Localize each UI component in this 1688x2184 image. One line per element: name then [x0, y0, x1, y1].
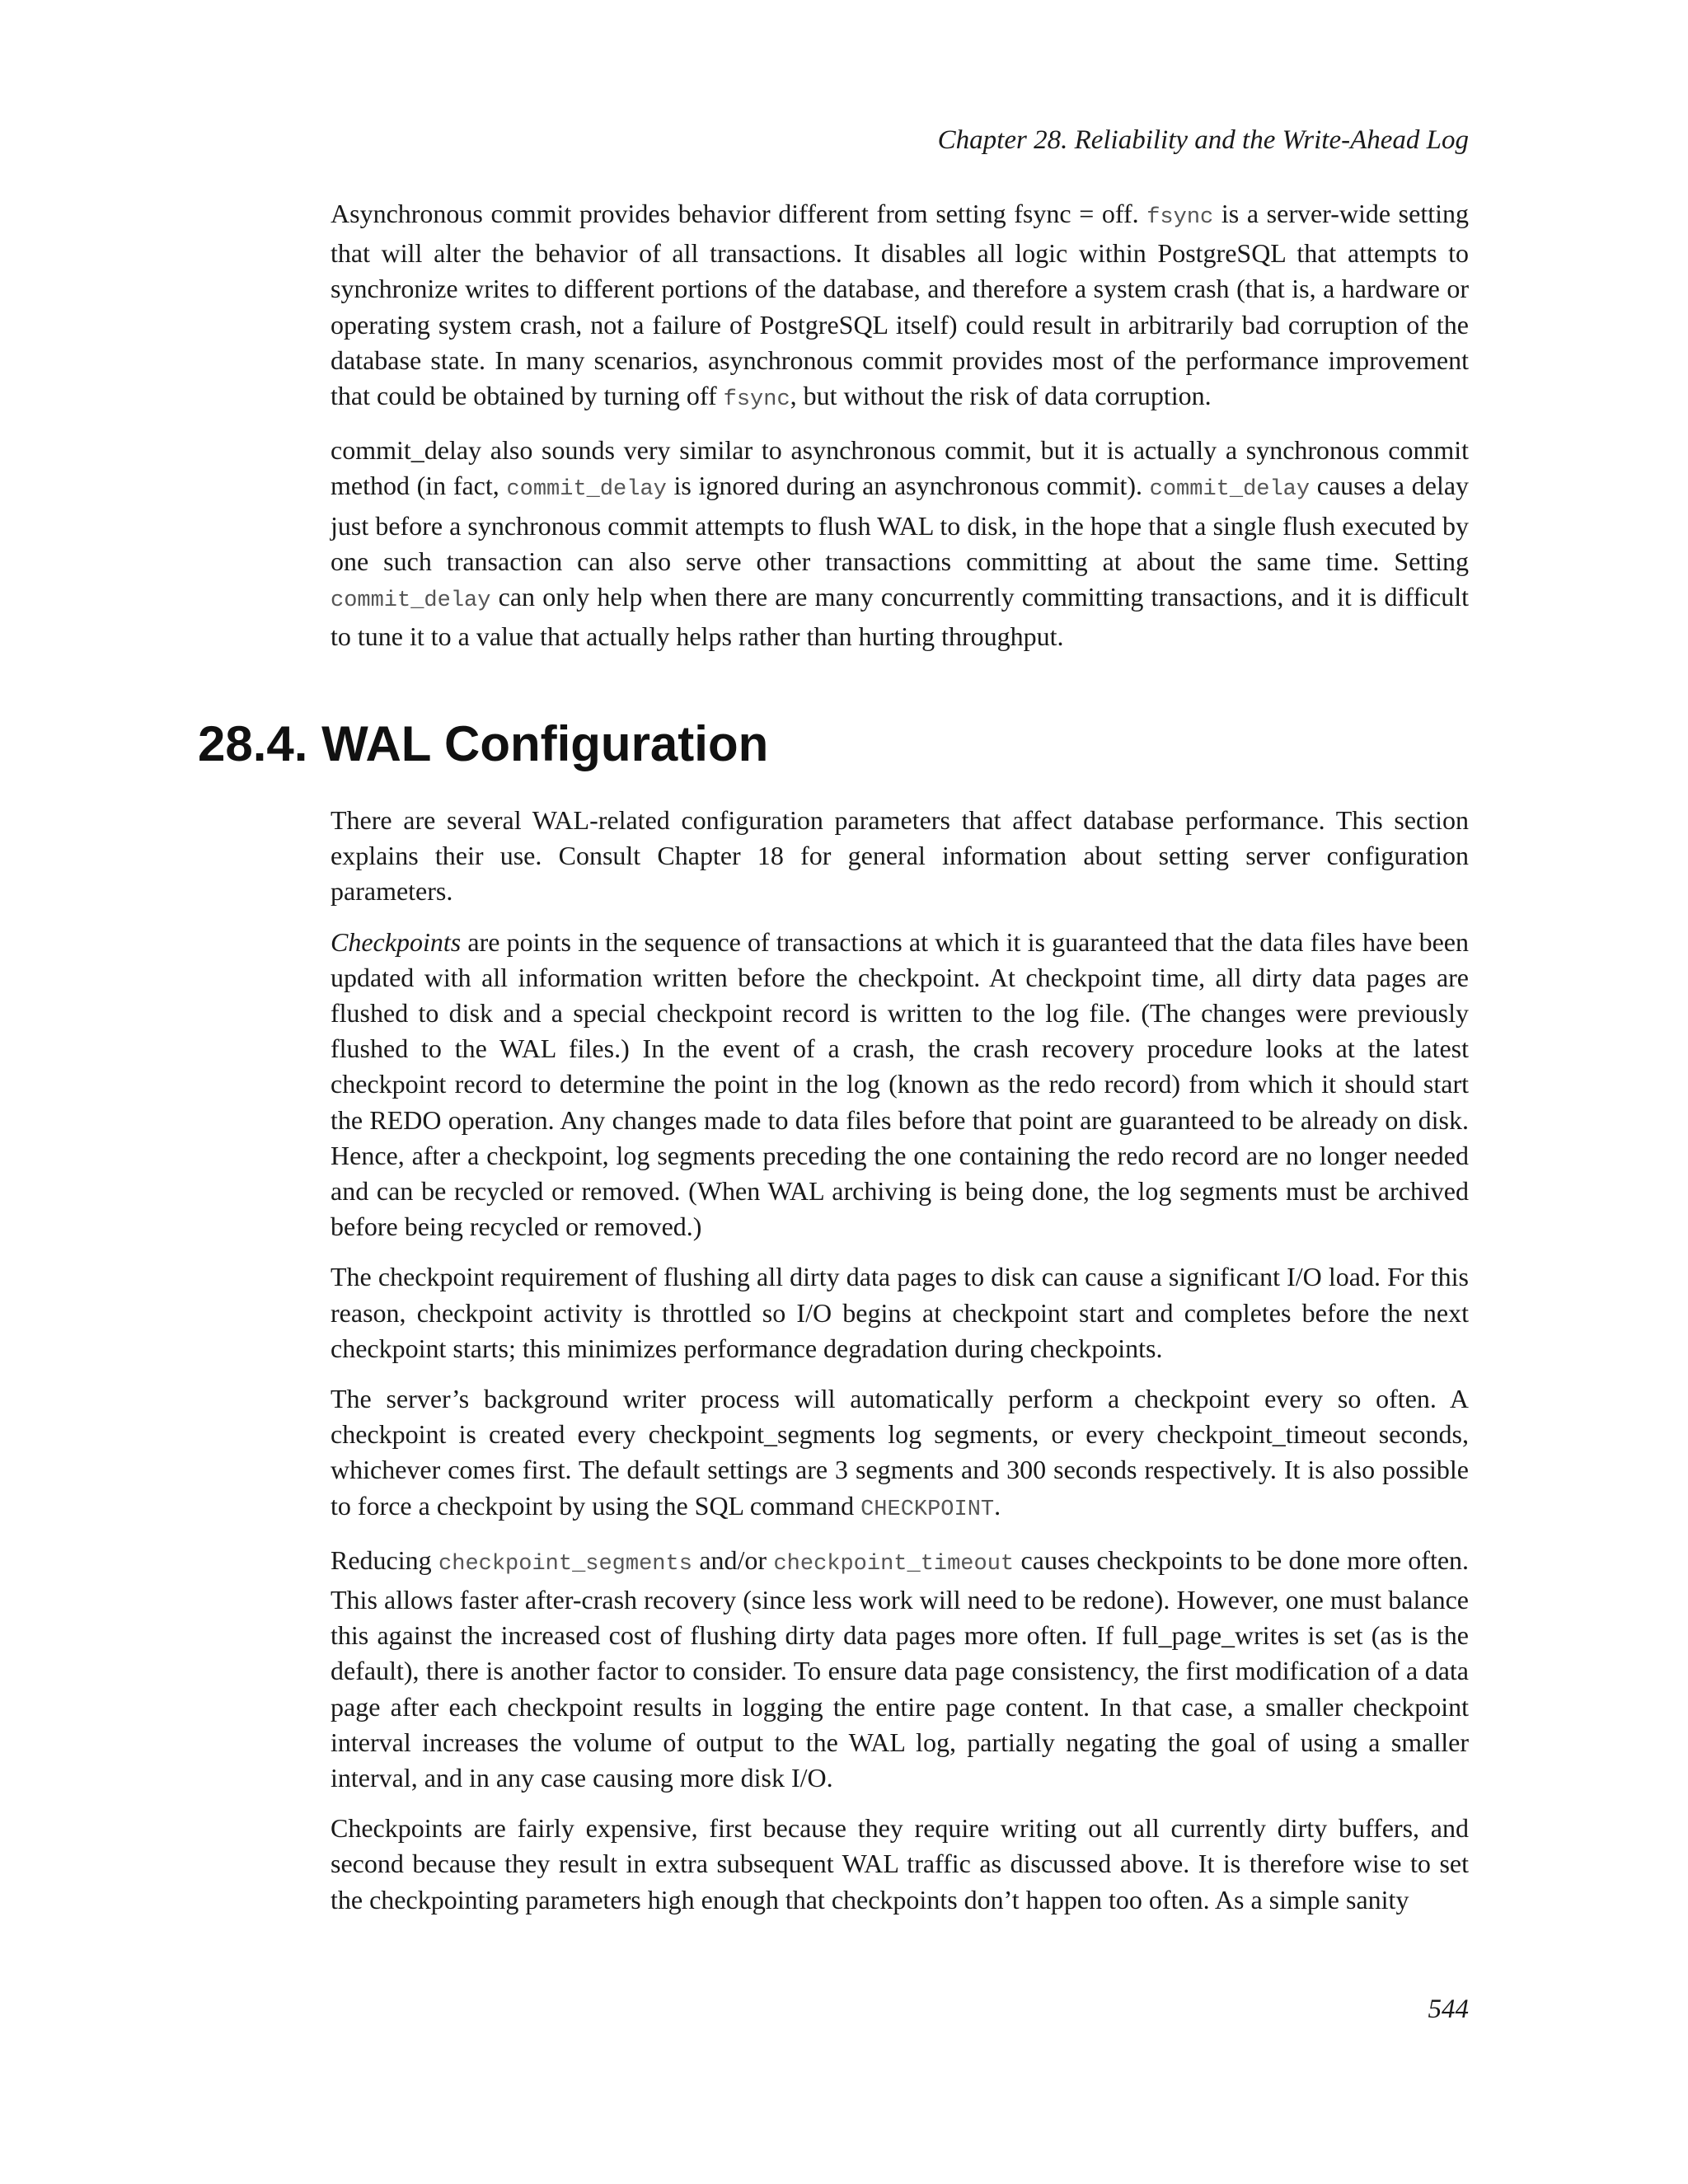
code-fsync: fsync — [1146, 205, 1214, 230]
text-run: can only help when there are many concurrently committing transactions, and it is difficult to tune it to a value that actually helps rather than hurting throughput. — [331, 582, 1470, 652]
text-run: Asynchronous commit provides behavior different from setting fsync = off. — [331, 199, 1139, 228]
code-checkpoint-timeout: checkpoint_timeout — [773, 1551, 1015, 1577]
paragraph-checkpoints — [331, 925, 1469, 1245]
text-run: The server’s background writer process will automatically perform a checkpoint every so often. A checkpoint is created every checkpoint_segments log segments, or every checkpoint_timeout seconds, whichever comes first. The default settings are 3 segments and 300 seconds respectively. It is also possible to force a checkpoint by using the SQL command — [331, 1384, 1469, 1521]
text-run: is a server-wide setting that will alter the behavior of all transactions. It disables all logic within PostgreSQL that attempts to synchronize writes to different portions of the database, and therefore a system crash (that is, a hardware or operating system crash, not a failure of PostgreSQL itself) could result in arbitrarily bad corruption of the database state. In many scenarios, asynchronous commit provides most of the performance improvement that could be obtained by turning off — [331, 199, 1470, 411]
section-body — [331, 803, 1469, 1933]
paragraph-background-writer — [331, 1381, 1469, 1528]
text-run: causes checkpoints to be done more often. This allows faster after-crash recovery (since less work will need to be redone). However, one must balance this against the increased cost of flushing dirty data pages more often. If full_page_writes is set (as is the default), there is another factor to consider. To ensure data page consistency, the first modification of a data page after each checkpoint results in logging the entire page content. In that case, a smaller checkpoint interval increases the volume of output to the WAL log, partially negating the goal of using a smaller interval, and in any case causing more disk I/O. — [331, 1544, 1470, 1793]
intro-text — [331, 196, 1469, 669]
paragraph-reducing-checkpoints — [331, 1543, 1469, 1796]
code-commit-delay: commit_delay — [331, 588, 491, 614]
text-run: Reducing — [331, 1544, 432, 1575]
page-number: 544 — [1428, 1994, 1469, 2024]
paragraph-async-vs-fsync — [331, 196, 1469, 418]
text-run: and/or — [699, 1544, 767, 1575]
paragraph-wal-params: There are several WAL-related configuration parameters that affect database performance. This section explains their use. Consult Chapter 18 for general information about setting server configuration parameters. — [331, 805, 1469, 907]
paragraph-checkpoint-cost: Checkpoints are fairly expensive, first because they require writing out all currently dirty buffers, and second because they result in extra subsequent WAL traffic as discussed above. It is therefore wise to set the checkpointing parameters high enough that checkpoints don’t happen too often. As a simple sanity — [331, 1813, 1469, 1915]
text-run: are points in the sequence of transactions at which it is guaranteed that the data files have been updated with all information written before the checkpoint. At checkpoint time, all dirty data pages are flushed to disk and a special checkpoint record is written to the log file. (The changes were previously flushed to the WAL files.) In the event of a crash, the crash recovery procedure looks at the latest checkpoint record to determine the point in the log (known as the redo record) from which it should start the REDO operation. Any changes made to data files before that point are guaranteed to be already on disk. Hence, after a checkpoint, log segments preceding the one containing the redo record are no longer needed and can be recycled or removed. (When WAL archiving is being done, the log segments must be archived before being recycled or removed.) — [331, 926, 1470, 1242]
code-commit-delay: commit_delay — [506, 477, 667, 503]
code-checkpoint-segments: checkpoint_segments — [438, 1551, 692, 1577]
term-checkpoints: Checkpoints — [331, 926, 462, 957]
text-run: commit_delay also sounds very similar to asynchronous commit, but it is actually a synchronous commit method (in fact, — [331, 435, 1469, 501]
text-run: , but without the risk of data corruption. — [790, 381, 1212, 411]
code-checkpoint-command: CHECKPOINT — [860, 1497, 995, 1522]
code-commit-delay: commit_delay — [1149, 477, 1311, 503]
text-run: is ignored during an asynchronous commit). — [673, 471, 1142, 501]
paragraph-commit-delay — [331, 433, 1469, 654]
text-run: . — [994, 1490, 1001, 1521]
section-heading: 28.4. WAL Configuration — [198, 716, 769, 771]
paragraph-checkpoint-io: The checkpoint requirement of flushing all dirty data pages to disk can cause a significant I/O load. For this reason, checkpoint activity is throttled so I/O begins at checkpoint start and completes before the next checkpoint starts; this minimizes performance degradation during checkpoints. — [331, 1262, 1469, 1363]
code-fsync: fsync — [723, 387, 790, 413]
running-header: Chapter 28. Reliability and the Write-Ahead Log — [937, 125, 1469, 155]
text-run: causes a delay just before a synchronous commit attempts to flush WAL to disk, in the hope that a single flush executed by one such transaction can also serve other transactions committing at about the same time. Setting — [331, 471, 1470, 576]
